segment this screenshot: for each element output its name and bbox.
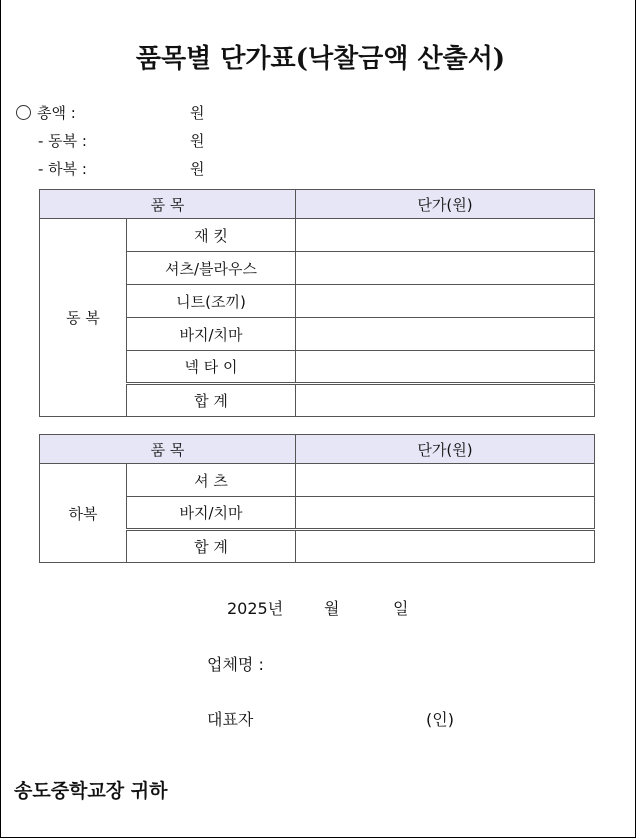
total-label-cell: 합 계 bbox=[127, 530, 296, 563]
winter-label: - 동복 : bbox=[38, 132, 87, 150]
company-label: 업체명 : bbox=[207, 655, 264, 674]
total-input-cell[interactable] bbox=[296, 384, 595, 417]
document-title: 품목별 단가표(낙찰금액 산출서) bbox=[135, 44, 506, 74]
header-item: 품 목 bbox=[40, 435, 296, 464]
circle-bullet-icon bbox=[16, 105, 31, 120]
date-year: 2025년 bbox=[227, 599, 284, 618]
item-cell: 재 킷 bbox=[127, 219, 296, 252]
date-day: 일 bbox=[393, 599, 409, 618]
item-cell: 니트(조끼) bbox=[127, 285, 296, 318]
table-header-row bbox=[40, 435, 595, 464]
category-cell: 하복 bbox=[40, 464, 127, 563]
item-cell: 바지/치마 bbox=[127, 497, 296, 530]
table-row bbox=[40, 464, 595, 497]
price-input-cell[interactable] bbox=[296, 219, 595, 252]
addressee: 송도중학교장 귀하 bbox=[14, 780, 168, 802]
category-cell: 동 복 bbox=[40, 219, 127, 417]
winter-won: 원 bbox=[190, 132, 205, 150]
summer-label: - 하복 : bbox=[38, 160, 87, 178]
price-input-cell[interactable] bbox=[296, 252, 595, 285]
seal-label: (인) bbox=[426, 710, 454, 729]
price-input-cell[interactable] bbox=[296, 497, 595, 530]
item-cell: 바지/치마 bbox=[127, 318, 296, 351]
item-cell: 셔츠/블라우스 bbox=[127, 252, 296, 285]
price-input-cell[interactable] bbox=[296, 351, 595, 384]
summer-price-table bbox=[39, 434, 595, 563]
item-cell: 넥 타 이 bbox=[127, 351, 296, 384]
price-input-cell[interactable] bbox=[296, 285, 595, 318]
price-input-cell[interactable] bbox=[296, 318, 595, 351]
header-item: 품 목 bbox=[40, 190, 296, 219]
item-cell: 셔 츠 bbox=[127, 464, 296, 497]
winter-price-table bbox=[39, 189, 595, 417]
representative-label: 대표자 bbox=[207, 710, 254, 729]
total-label: 총액 : bbox=[37, 104, 76, 122]
total-won: 원 bbox=[190, 104, 205, 122]
price-input-cell[interactable] bbox=[296, 464, 595, 497]
table-row bbox=[40, 219, 595, 252]
summer-won: 원 bbox=[190, 160, 205, 178]
header-price: 단가(원) bbox=[296, 435, 595, 464]
date-month: 월 bbox=[324, 599, 340, 618]
total-label-cell: 합 계 bbox=[127, 384, 296, 417]
total-input-cell[interactable] bbox=[296, 530, 595, 563]
total-row bbox=[16, 102, 76, 123]
header-price: 단가(원) bbox=[296, 190, 595, 219]
table-header-row bbox=[40, 190, 595, 219]
